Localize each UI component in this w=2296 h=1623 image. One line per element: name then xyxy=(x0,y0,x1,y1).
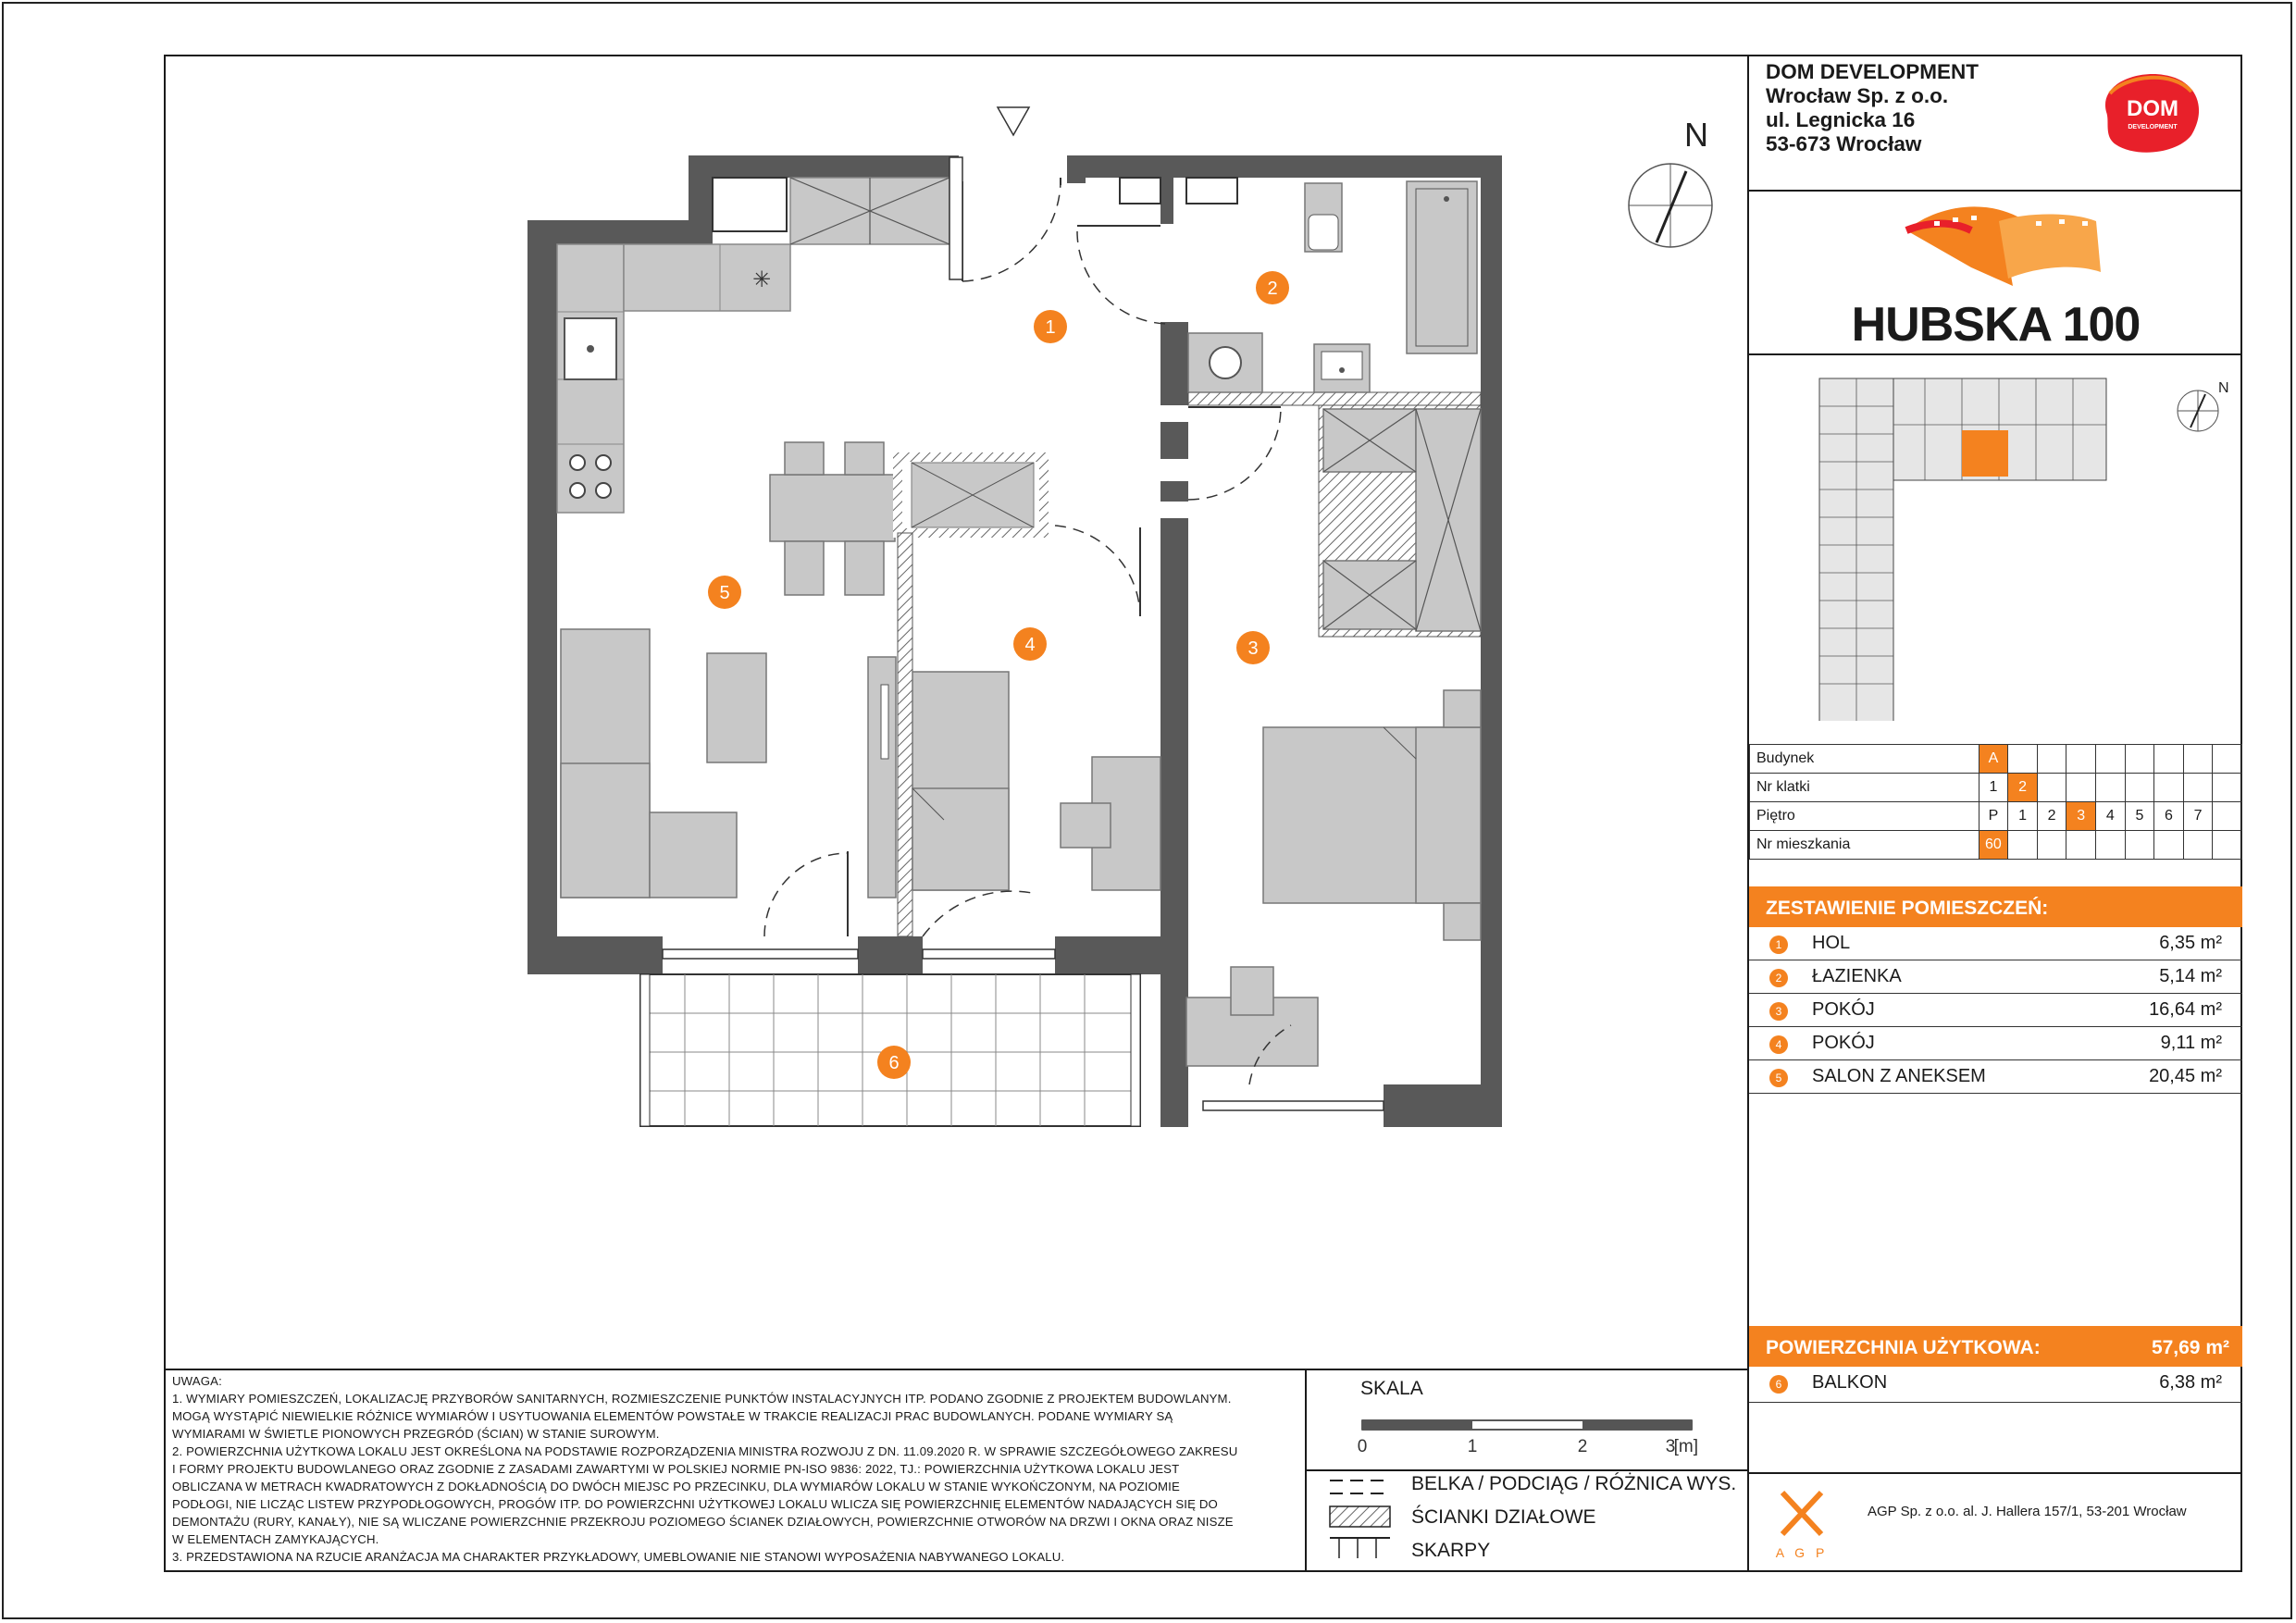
divider xyxy=(1749,190,2242,192)
title-block xyxy=(1747,55,2242,1572)
room-marker-6: 6 xyxy=(888,1053,900,1073)
sofa xyxy=(561,629,766,898)
table-row xyxy=(1750,745,2242,774)
building-key-plan xyxy=(1795,369,2128,721)
room-area: 5,14 m² xyxy=(2159,966,2222,986)
legend-partition: ŚCIANKI DZIAŁOWE xyxy=(1411,1506,1596,1528)
washing-machine-icon xyxy=(1210,347,1241,378)
legend-beam: BELKA / PODCIĄG / RÓŻNICA WYS. xyxy=(1411,1473,1737,1494)
scale-bar xyxy=(1351,1411,1703,1457)
cell-budynek: A xyxy=(1979,745,2008,774)
cell-nr-mieszkania: 60 xyxy=(1979,831,2008,860)
summary-header xyxy=(1749,886,2242,927)
room-number: 2 xyxy=(1769,969,1788,987)
room-number: 3 xyxy=(1769,1002,1788,1021)
room-area: 9,11 m² xyxy=(2160,1033,2222,1053)
room-name: POKÓJ xyxy=(1812,999,1875,1020)
balcony-row xyxy=(1749,1367,2242,1403)
total-area-row xyxy=(1749,1326,2242,1367)
mini-north-label: N xyxy=(2218,380,2229,396)
cell-pietro-5: 5 xyxy=(2125,802,2154,831)
room-list xyxy=(1749,927,2242,1094)
note-line: 2. POWIERZCHNIA UŻYTKOWA LOKALU JEST OKREŚLONA NA PODSTAWIE ROZPORZĄDZENIA MINISTRA ROZWOJU Z DN. 11.09.2020 R. W SPRAWIE SZCZEGÓŁOWEGO ZAKRESU xyxy=(172,1444,1238,1458)
scale-tick: 2 xyxy=(1577,1437,1588,1456)
list-item xyxy=(1749,994,2242,1027)
scale-title: SKALA xyxy=(1360,1378,1423,1399)
table-row xyxy=(1750,831,2242,860)
list-item xyxy=(1749,960,2242,994)
note-line: W ELEMENTACH ZAMYKAJĄCYCH. xyxy=(172,1532,379,1546)
project-name: HUBSKA 100 xyxy=(1851,298,2141,352)
note-line: PODŁOGI, NIE LICZĄC LISTEW PRZYPODŁOGOWYCH, PROGÓW ITP. DO POWIERZCHNI UŻYTKOWEJ LOKALU WLICZA SIĘ POWIERZCHNIĘ ELEMENTÓW NADAJĄCYCH SIĘ DO xyxy=(172,1497,1218,1511)
dom-development-logo xyxy=(2090,66,2210,158)
cell-pietro-4: 4 xyxy=(2096,802,2126,831)
cell-klatka-1: 1 xyxy=(1979,774,2008,802)
note-line: OBLICZANA W METRACH KWADRATOWYCH Z DOKŁADNOŚCIĄ DO DWÓCH MIEJSC PO PRZECINKU, DLA WYMIARÓW LOKALU W STANIE WYKOŃCZONYM, NA POZIOMIE xyxy=(172,1480,1180,1493)
room-number: 4 xyxy=(1769,1035,1788,1054)
building-table xyxy=(1749,744,2242,860)
list-item xyxy=(1749,927,2242,960)
table-row xyxy=(1750,802,2242,831)
note-line: I FORMY PROJEKTU BUDOWLANEGO ORAZ ZGODNIE Z ZASADAMI ZAWARTYMI W POLSKIEJ NORMIE PN-ISO 9836: 2022, TJ.: POWIERZCHNIA UŻYTKOWA LOKALU JEST xyxy=(172,1462,1180,1476)
note-line: WYMIARAMI W ŚWIETLE PIONOWYCH PRZEGRÓD (ŚCIAN) W STANIE SUROWYM. xyxy=(172,1427,660,1441)
cell-pietro-3: 3 xyxy=(2066,802,2096,831)
washbasin-icon xyxy=(1322,352,1362,379)
north-label: N xyxy=(1684,116,1708,154)
entrance-marker-icon xyxy=(998,107,1029,135)
dining-table xyxy=(770,442,895,595)
legend-reveal: SKARPY xyxy=(1411,1540,1491,1561)
note-line: MOGĄ WYSTĄPIĆ NIEWIELKIE RÓŻNICE WYMIARÓW I USYTUOWANIA ELEMENTÓW POWSTAŁE W TRAKCIE REALIZACJI PRAC BUDOWLANYCH. PODANE WYMIARY SĄ xyxy=(172,1409,1173,1423)
room-name: HOL xyxy=(1812,933,1851,953)
room-number: 6 xyxy=(1769,1375,1788,1394)
logo-subtext: DEVELOPMENT xyxy=(2128,124,2178,130)
legend-symbols xyxy=(1325,1477,1399,1569)
bed-room-3 xyxy=(1186,690,1481,1066)
north-compass xyxy=(1629,164,1712,247)
toilet-icon xyxy=(1309,215,1338,250)
table-row xyxy=(1750,774,2242,802)
agp-logo-text: A G P xyxy=(1775,1545,1829,1560)
room-area: 6,38 m² xyxy=(2159,1372,2222,1393)
cell-pietro-6: 6 xyxy=(2154,802,2184,831)
room-marker-2: 2 xyxy=(1267,279,1278,299)
architect-address: AGP Sp. z o.o. al. J. Hallera 157/1, 53-201 Wrocław xyxy=(1868,1504,2187,1519)
divider xyxy=(1749,1472,2242,1474)
note-line: 1. WYMIARY POMIESZCZEŃ, LOKALIZACJĘ PRZYBORÓW SANITARNYCH, ROZMIESZCZENIE PUNKTÓW INSTALACYJNYCH ITP. PODANO ZGODNIE Z PROJEKTEM BUDOWLANYM. xyxy=(172,1392,1232,1406)
cell-pietro-p: P xyxy=(1979,802,2008,831)
divider xyxy=(1749,353,2242,355)
scale-tick: 0 xyxy=(1357,1437,1368,1456)
logo-text: DOM xyxy=(2127,96,2178,121)
cell-pietro-2: 2 xyxy=(2037,802,2066,831)
bed-room-4 xyxy=(868,657,1160,898)
room-area: 20,45 m² xyxy=(2149,1066,2222,1086)
room-number: 5 xyxy=(1769,1069,1788,1087)
room-area: 16,64 m² xyxy=(2149,999,2222,1020)
row-label: Piętro xyxy=(1750,802,1980,831)
room-marker-1: 1 xyxy=(1045,317,1056,338)
scale-unit: [m] xyxy=(1673,1437,1698,1456)
scale-tick: 1 xyxy=(1467,1437,1478,1456)
room-area: 6,35 m² xyxy=(2159,933,2222,953)
divider xyxy=(164,1369,1747,1370)
row-label: Nr klatki xyxy=(1750,774,1980,802)
row-label: Nr mieszkania xyxy=(1750,831,1980,860)
room-name: SALON Z ANEKSEM xyxy=(1812,1066,1986,1086)
room-marker-3: 3 xyxy=(1247,638,1259,659)
company-name: DOM DEVELOPMENT xyxy=(1766,60,1980,83)
room-marker-4: 4 xyxy=(1024,635,1036,655)
cell-pietro-1: 1 xyxy=(2008,802,2038,831)
list-item xyxy=(1749,1027,2242,1060)
summary-title: ZESTAWIENIE POMIESZCZEŃ: xyxy=(1766,898,2049,919)
apartment-highlight xyxy=(1962,430,2008,477)
note-line: DEMONTAŻU (RURY, KANAŁY), NIE SĄ WLICZANE POWIERZCHNIE PRZEKROJU POZIOMEGO ŚCIANEK DZIAŁOWYCH, POWIERZCHNIE OTWORÓW NA DRZWI I OKNA ORAZ NISZE xyxy=(172,1515,1234,1529)
room-name: ŁAZIENKA xyxy=(1812,966,1902,986)
film-reel-graphic xyxy=(1897,193,2110,291)
room-name: POKÓJ xyxy=(1812,1033,1875,1053)
row-label: Budynek xyxy=(1750,745,1980,774)
note-line: UWAGA: xyxy=(172,1374,222,1388)
list-item xyxy=(1749,1060,2242,1094)
cell-pietro-7: 7 xyxy=(2183,802,2213,831)
note-line: 3. PRZEDSTAWIONA NA RZUCIE ARANŻACJA MA CHARAKTER PRZYKŁADOWY, UMEBLOWANIE NIE STANOWI WYPOSAŻENIA NABYWANEGO LOKALU. xyxy=(172,1550,1065,1564)
total-area-label: POWIERZCHNIA UŻYTKOWA: xyxy=(1766,1337,2041,1358)
divider xyxy=(1305,1469,1747,1471)
company-street: ul. Legnicka 16 xyxy=(1766,108,1916,131)
company-info xyxy=(1766,60,1979,156)
company-city: 53-673 Wrocław xyxy=(1766,132,1922,155)
room-number: 1 xyxy=(1769,935,1788,954)
room-name: BALKON xyxy=(1812,1372,1888,1393)
company-entity: Wrocław Sp. z o.o. xyxy=(1766,84,1949,107)
fridge-icon: ✳ xyxy=(752,267,772,292)
room-marker-5: 5 xyxy=(719,583,730,603)
mini-compass xyxy=(2170,374,2235,439)
total-area-value: 57,69 m² xyxy=(2151,1337,2229,1358)
notes xyxy=(172,1372,1320,1566)
scale-tick: 3 xyxy=(1665,1437,1676,1456)
cell-klatka-2: 2 xyxy=(2008,774,2038,802)
agp-logo xyxy=(1773,1483,1834,1567)
